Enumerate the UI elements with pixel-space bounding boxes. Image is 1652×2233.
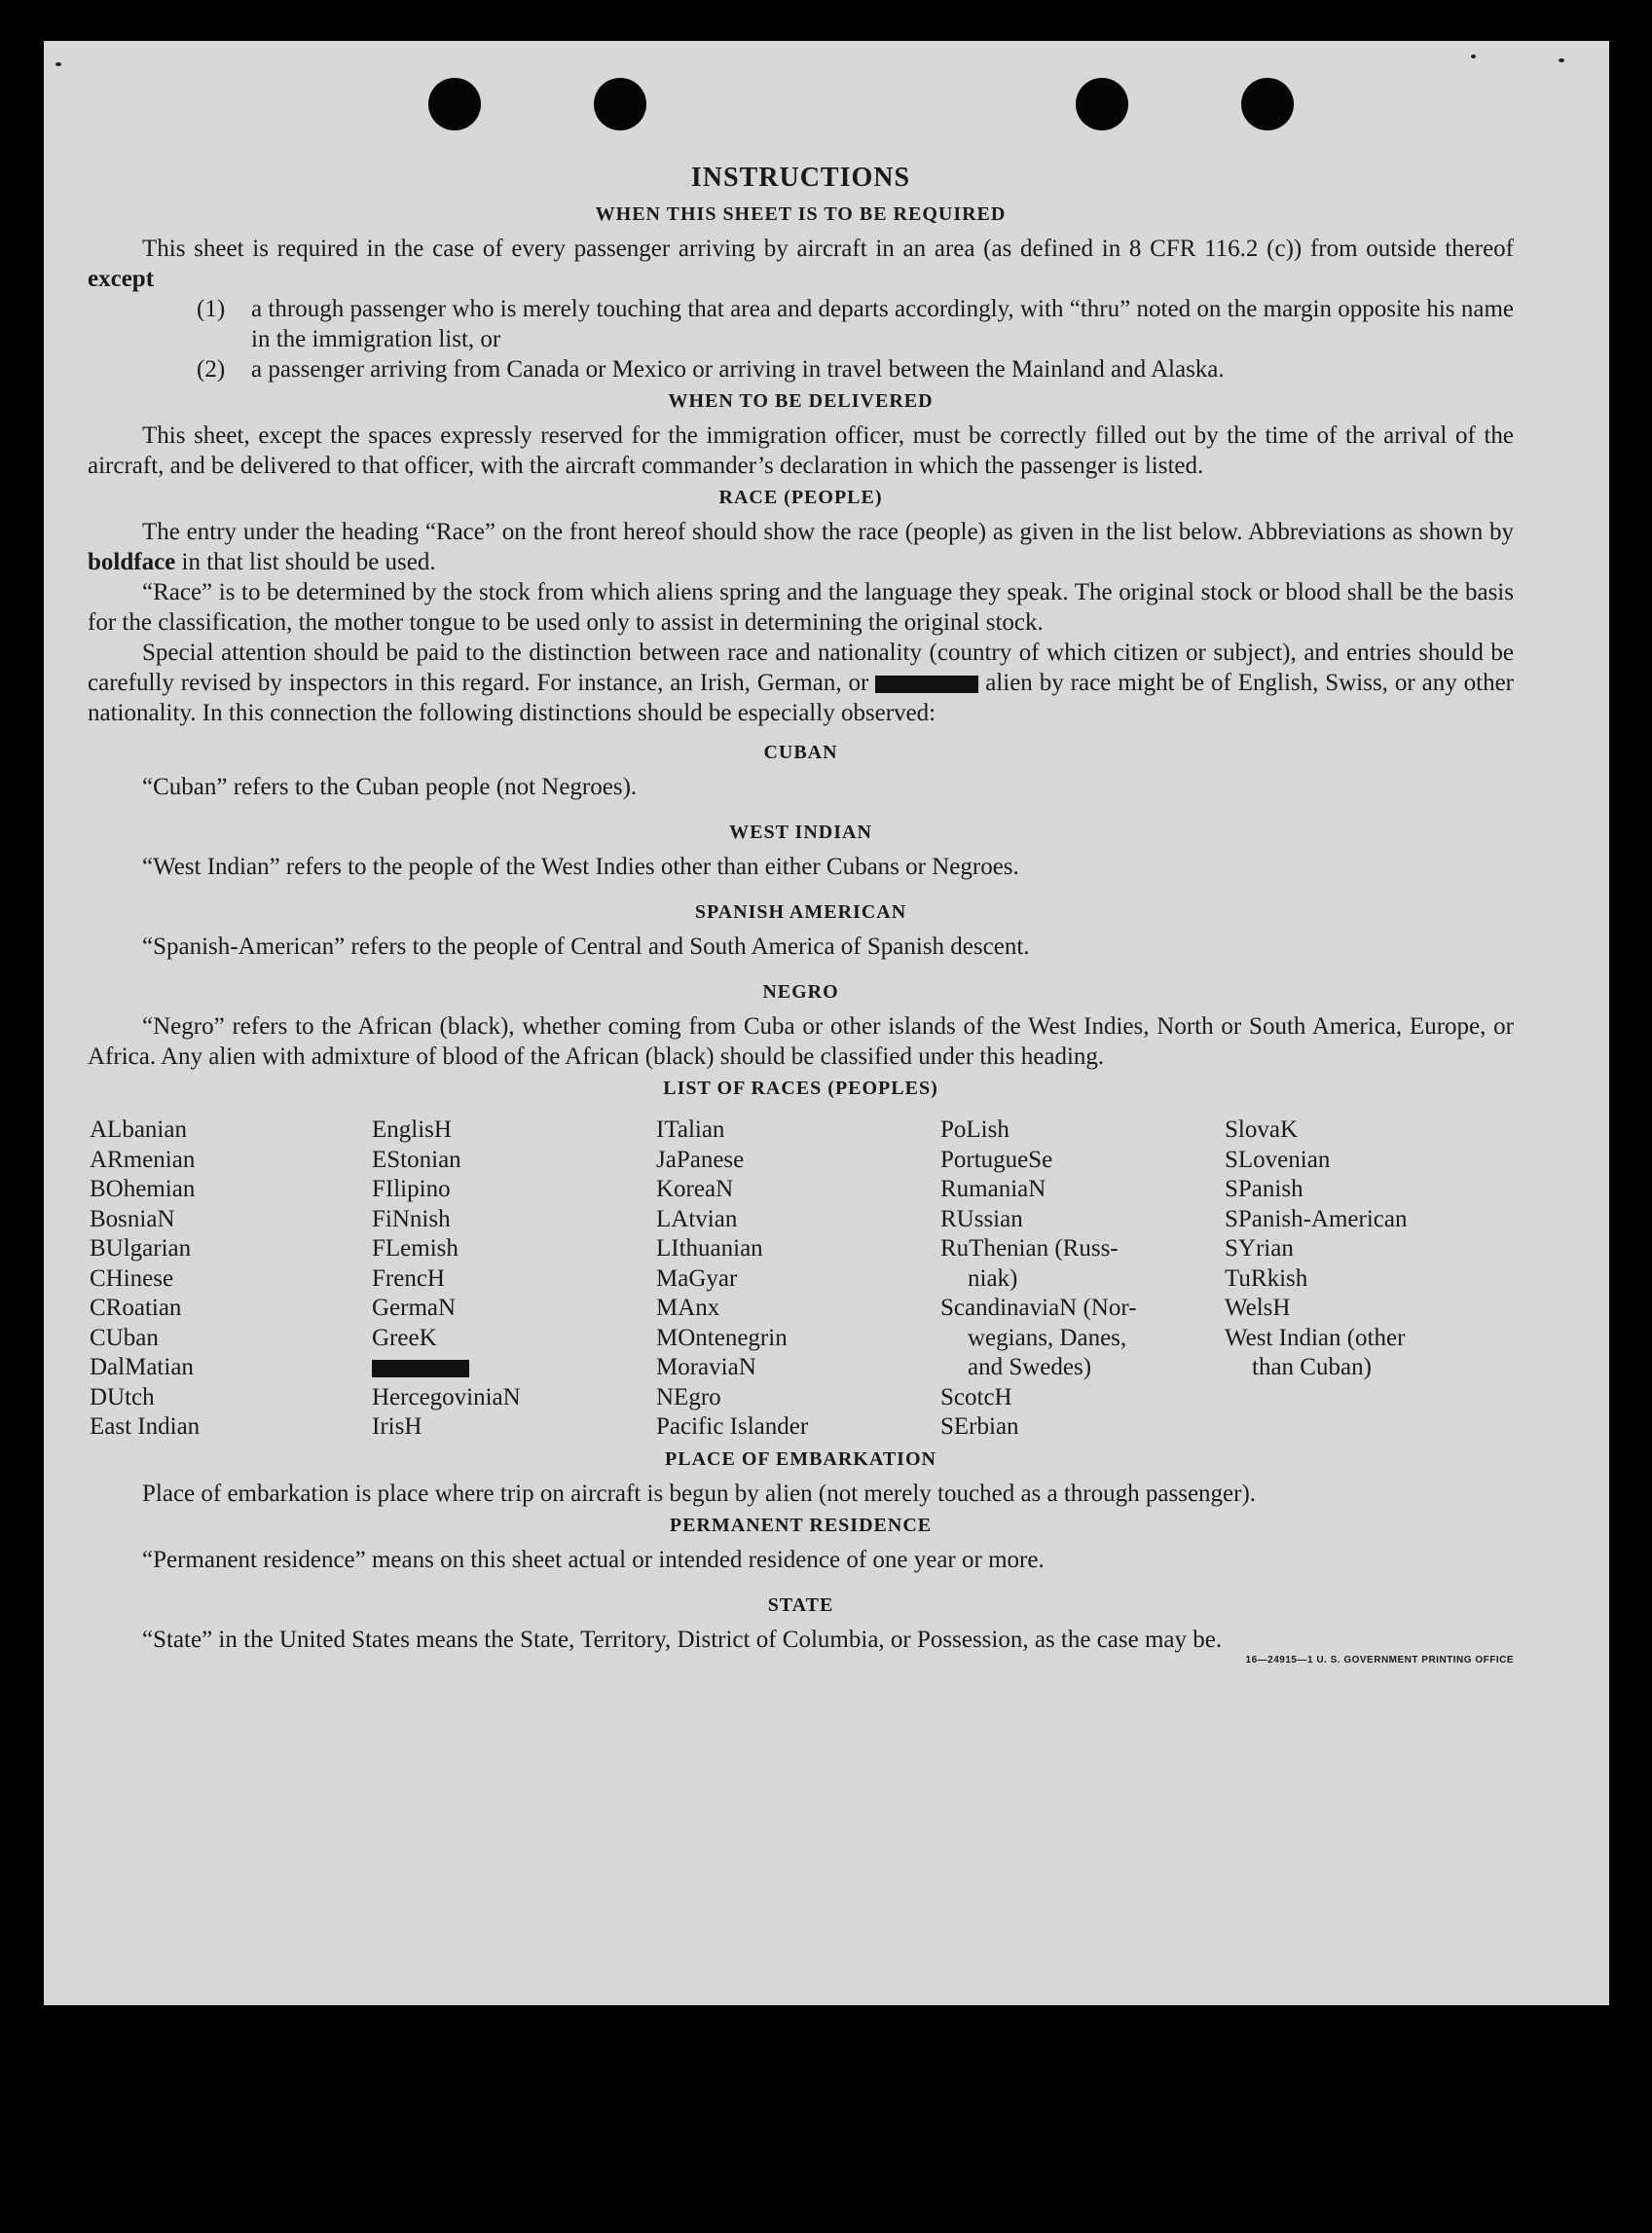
race-entry: SPanish-American (1225, 1205, 1408, 1232)
races-column (1225, 1116, 1517, 1443)
heading-negro: NEGRO (762, 981, 839, 1003)
race-entry: TuRkish (1225, 1264, 1308, 1292)
punch-hole (428, 78, 481, 130)
race-entry: MaGyar (656, 1264, 738, 1292)
paragraph-residence: “Permanent residence” means on this sheet actual or intended residence of one year or more. (142, 1546, 1045, 1573)
printer-imprint: 16—24915—1 U. S. GOVERNMENT PRINTING OFFICE (1245, 1654, 1514, 1666)
item-number: (1) (197, 296, 226, 322)
race-entry: MoraviaN (656, 1354, 756, 1380)
punch-hole (1241, 78, 1294, 130)
race-entry: NEgro (656, 1383, 721, 1410)
races-table (90, 1116, 1514, 1443)
race-entry: ScandinaviaN (Nor- (940, 1295, 1137, 1321)
paragraph-west-indian: “West Indian” refers to the people of the West Indies other than either Cubans or Negroes. (142, 854, 1019, 880)
race-entry: DalMatian (90, 1354, 194, 1380)
race-entry: SPanish (1225, 1176, 1303, 1202)
punch-hole (594, 78, 646, 130)
race-entry: SYrian (1225, 1235, 1294, 1262)
redaction-mark (372, 1360, 469, 1377)
race-entry: RuThenian (Russ- (940, 1235, 1119, 1262)
race-entry: SLovenian (1225, 1146, 1331, 1173)
heading-west-indian: WEST INDIAN (729, 822, 872, 843)
race-entry: MAnx (656, 1295, 720, 1321)
list-item (88, 294, 1514, 354)
race-entry: DUtch (90, 1383, 155, 1410)
instructions-body (88, 163, 1514, 1666)
paragraph-race-2: “Race” is to be determined by the stock from which aliens spring and the language they speak. The original stock or blood shall be the basis for the classification, the mother tongue to be used only to assist in determining the original stock. (88, 579, 1514, 636)
speck (1471, 55, 1476, 58)
race-entry: IrisH (372, 1413, 422, 1440)
paragraph-cuban: “Cuban” refers to the Cuban people (not Negroes). (142, 774, 638, 800)
race-entry: HercegoviniaN (372, 1383, 521, 1410)
race-entry: EnglisH (372, 1116, 452, 1143)
race-entry: EStonian (372, 1146, 461, 1173)
race-entry: ScotcH (940, 1383, 1012, 1410)
race-entry: MOntenegrin (656, 1324, 788, 1351)
race-entry: BosniaN (90, 1205, 175, 1232)
race-entry: niak) (968, 1264, 1018, 1292)
race-entry: PortugueSe (940, 1146, 1053, 1173)
document-sheet (44, 41, 1609, 2005)
race-entry: and Swedes) (968, 1354, 1092, 1380)
race-entry: PoLish (940, 1116, 1010, 1143)
paragraph-when-delivered: This sheet, except the spaces expressly reserved for the immigration officer, must be correctly filled out by the time of the arrival of the aircraft, and be delivered to that officer, with the aircraft commander’s declaration in which the passenger is listed. (88, 422, 1514, 479)
heading-embarkation: PLACE OF EMBARKATION (665, 1447, 936, 1470)
race-entry: FLemish (372, 1235, 459, 1262)
races-column (940, 1116, 1225, 1443)
heading-state: STATE (767, 1593, 834, 1616)
race-entry: WelsH (1225, 1295, 1291, 1321)
race-entry: RUssian (940, 1205, 1023, 1232)
item-text: a passenger arriving from Canada or Mexico or arriving in travel between the Mainland and Alaska. (251, 356, 1225, 383)
list-item (88, 354, 1514, 384)
punch-hole (1076, 78, 1128, 130)
paragraph-race-3: Special attention should be paid to the distinction between race and nationality (country of which citizen or subject), and entries should be carefully revised by inspectors in this regard. For instance, an Irish, German, or alien by race might be of English, Swiss, or any other nationality. In this connection the following distinctions should be especially observed: (88, 640, 1514, 726)
heading-when-delivered: WHEN TO BE DELIVERED (668, 390, 934, 412)
race-entry: CHinese (90, 1264, 174, 1292)
race-entry: FiNnish (372, 1205, 451, 1232)
race-entry: ITalian (656, 1116, 725, 1143)
race-entry: wegians, Danes, (968, 1324, 1127, 1351)
speck (55, 62, 61, 66)
race-entry: LAtvian (656, 1205, 738, 1232)
paragraph-state: “State” in the United States means the State, Territory, District of Columbia, or Possession, as the case may be. (142, 1626, 1223, 1653)
heading-when-required: WHEN THIS SHEET IS TO BE REQUIRED (595, 203, 1007, 225)
race-entry: CRoatian (90, 1295, 182, 1321)
races-column (656, 1116, 940, 1443)
race-entry: ALbanian (90, 1116, 187, 1143)
race-entry: BUlgarian (90, 1235, 192, 1262)
race-entry-redacted (372, 1353, 656, 1383)
race-entry: FIlipino (372, 1176, 451, 1202)
race-entry: West Indian (other (1225, 1324, 1406, 1351)
races-column (90, 1116, 372, 1443)
race-entry: LIthuanian (656, 1235, 763, 1262)
paragraph-spanish-american: “Spanish-American” refers to the people of Central and South America of Spanish descent. (142, 933, 1030, 960)
paragraph-negro: “Negro” refers to the African (black), whether coming from Cuba or other islands of the West Indies, North or South America, Europe, or Africa. Any alien with admixture of blood of the African (black) should be classified under this heading. (88, 1013, 1514, 1070)
race-entry: SlovaK (1225, 1116, 1298, 1143)
heading-race: RACE (PEOPLE) (718, 487, 883, 508)
paragraph-race-1: The entry under the heading “Race” on the front hereof should show the race (people) as given in the list below. Abbreviations as shown by boldface in that list should be used. (88, 519, 1514, 575)
race-entry: RumaniaN (940, 1176, 1046, 1202)
race-entry: East Indian (90, 1413, 201, 1440)
speck (1559, 58, 1564, 62)
race-entry: ARmenian (90, 1146, 196, 1173)
heading-residence: PERMANENT RESIDENCE (669, 1514, 933, 1536)
paragraph-embarkation: Place of embarkation is place where trip on aircraft is begun by alien (not merely touched as a through passenger). (142, 1480, 1257, 1507)
heading-cuban: CUBAN (763, 742, 838, 763)
race-entry: FrencH (372, 1264, 445, 1292)
race-entry: GermaN (372, 1295, 457, 1321)
redaction-mark (875, 676, 978, 693)
race-entry: SErbian (940, 1413, 1019, 1440)
item-text: a through passenger who is merely touching that area and departs accordingly, with “thru” noted on the margin opposite his name in the immigration list, or (251, 296, 1514, 352)
race-entry: KoreaN (656, 1176, 734, 1202)
page-title: INSTRUCTIONS (690, 163, 911, 193)
race-entry: BOhemian (90, 1176, 196, 1202)
race-entry: CUban (90, 1324, 159, 1351)
race-entry: JaPanese (656, 1146, 745, 1173)
paragraph-when-required: This sheet is required in the case of every passenger arriving by aircraft in an area (as defined in 8 CFR 116.2 (c)) from outside thereof except (88, 236, 1514, 292)
footer (88, 1655, 1514, 1666)
race-entry: Pacific Islander (656, 1413, 809, 1440)
item-number: (2) (197, 356, 226, 383)
race-entry: than Cuban) (1252, 1354, 1372, 1380)
race-entry: GreeK (372, 1324, 437, 1351)
races-column (372, 1116, 656, 1443)
heading-list-of-races: LIST OF RACES (PEOPLES) (663, 1078, 938, 1099)
heading-spanish-american: SPANISH AMERICAN (694, 901, 907, 923)
